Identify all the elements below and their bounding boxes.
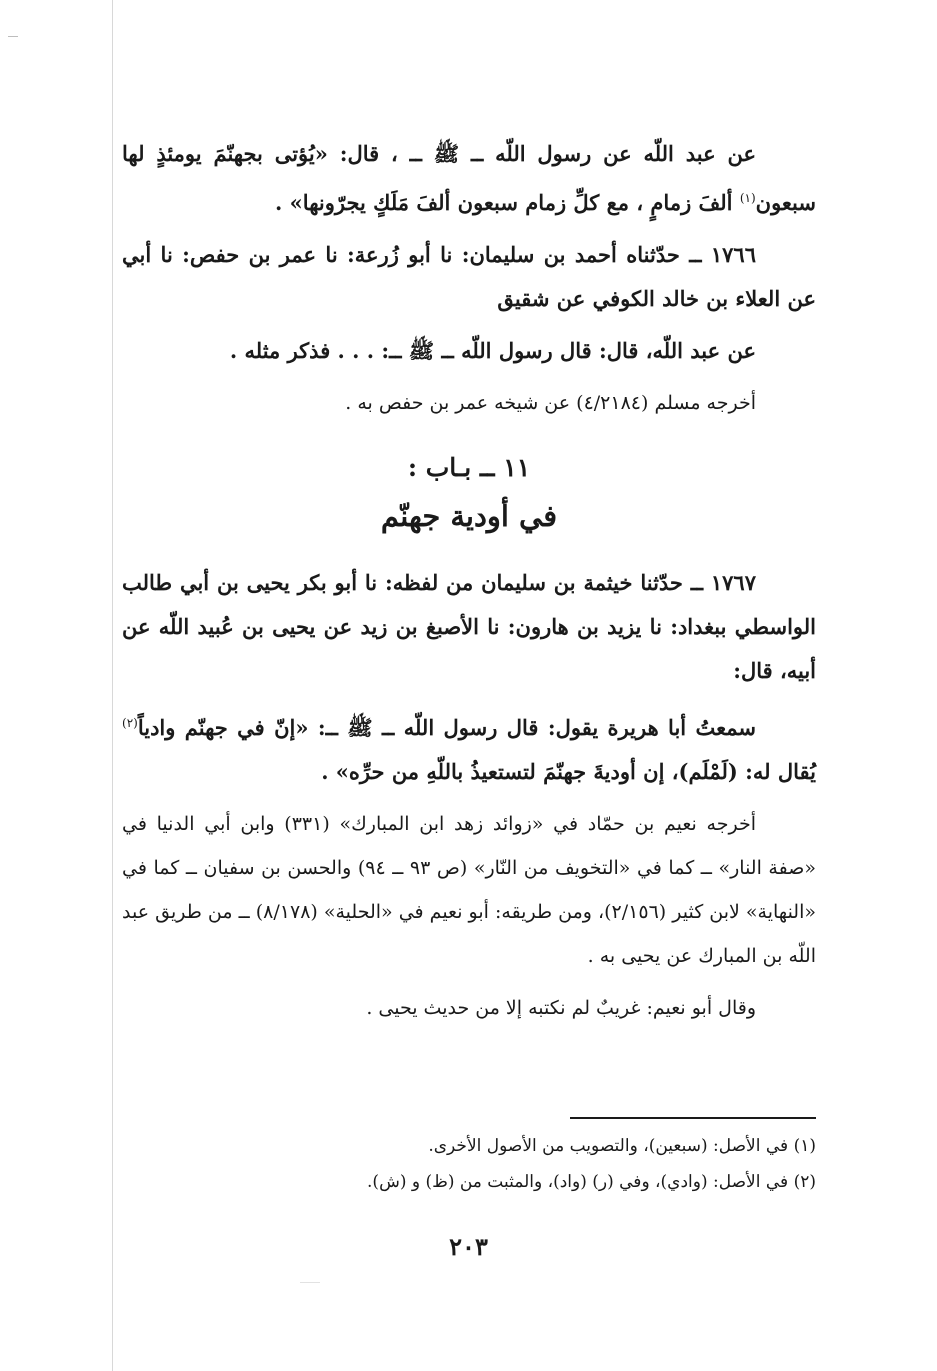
footnote-2 xyxy=(122,1164,816,1200)
chapter-heading xyxy=(122,445,816,541)
paragraph-hadith-1765-end xyxy=(122,132,816,225)
footnote-ref-2[interactable]: (٢) xyxy=(122,716,138,730)
main-text xyxy=(122,132,816,1038)
footnotes xyxy=(122,1128,816,1200)
paragraph-text: عن عبد اللّه عن رسول اللّه ــ ﷺ ــ ، قال: «يُؤتى بجهنّمَ يومئذٍ لها سبعون xyxy=(122,141,816,215)
paragraph-text: يُقال له: (لَمْلَم)، إن أوديةَ جهنّمَ لتستعيذُ باللّهِ من حرِّه» . xyxy=(321,759,816,784)
bottom-mark xyxy=(300,1282,320,1283)
paragraph-hadith-1767: ١٧٦٧ ــ حدّثنا خيثمة بن سليمان من لفظه: نا أبو بكر يحيى بن أبي طالب الواسطي ببغداد: نا يزيد بن هارون: نا الأصبغ بن زيد عن يحيى بن عُبيد اللّه عن أبيه، قال: xyxy=(122,570,816,683)
paragraph-takhrij-1767: أخرجه نعيم بن حمّاد في «زوائد زهد ابن المبارك» (٣٣١) وابن أبي الدنيا في «صفة النار» ــ كما في «التخويف من النّار» (ص ٩٣ ــ ٩٤) والحسن بن سفيان ــ كما في «النهاية» لابن كثير (٢/١٥٦)، ومن طريقه: أبو نعيم في «الحلية» (٨/١٧٨) ــ من طريق عبد اللّه بن المبارك عن يحيى به . xyxy=(122,813,816,967)
footnote-text: في الأصل: (سبعين)، والتصويب من الأصول الأخرى. xyxy=(428,1136,789,1156)
footnote-marker: (٢) xyxy=(793,1172,816,1192)
paragraph-text: ألفَ زمامٍ ، مع كلِّ زمام سبعون ألفَ مَلَكٍ يجرّونها» . xyxy=(275,190,740,215)
page-gutter-line xyxy=(112,0,113,1371)
paragraph-takhrij-1766: أخرجه مسلم (٤/٢١٨٤) عن شيخه عمر بن حفص به . xyxy=(345,392,756,414)
paragraph-abu-nuaym-comment: وقال أبو نعيم: غريبٌ لم نكتبه إلا من حديث يحيى . xyxy=(366,997,756,1019)
footnote-separator xyxy=(570,1117,816,1119)
paragraph-hadith-1766: ١٧٦٦ ــ حدّثناه أحمد بن سليمان: نا أبو زُرعة: نا عمر بن حفص: نا أبي عن العلاء بن خالد الكوفي عن شقيق xyxy=(122,242,816,311)
footnote-1 xyxy=(122,1128,816,1164)
paragraph-text: سمعتُ أبا هريرة يقول: قال رسول اللّه ــ ﷺ ــ: «إنّ في جهنّم وادياً xyxy=(137,715,756,740)
chapter-number: ١١ ــ بـاب : xyxy=(407,453,531,482)
footnote-ref-1[interactable]: (١) xyxy=(739,191,756,205)
footnote-marker: (١) xyxy=(793,1136,816,1156)
paragraph-hadith-1766-matn: عن عبد اللّه، قال: قال رسول اللّه ــ ﷺ ــ: . . . فذكر مثله . xyxy=(229,338,756,363)
chapter-title: في أودية جهنّم xyxy=(380,499,558,533)
footnote-text: في الأصل: (وادي)، وفي (ر) (واد)، والمثبت من (ظ) و (ش). xyxy=(367,1172,789,1192)
paragraph-hadith-1767-matn xyxy=(122,701,816,794)
page-number: ٢٠٣ xyxy=(449,1232,488,1261)
corner-mark xyxy=(8,36,18,37)
